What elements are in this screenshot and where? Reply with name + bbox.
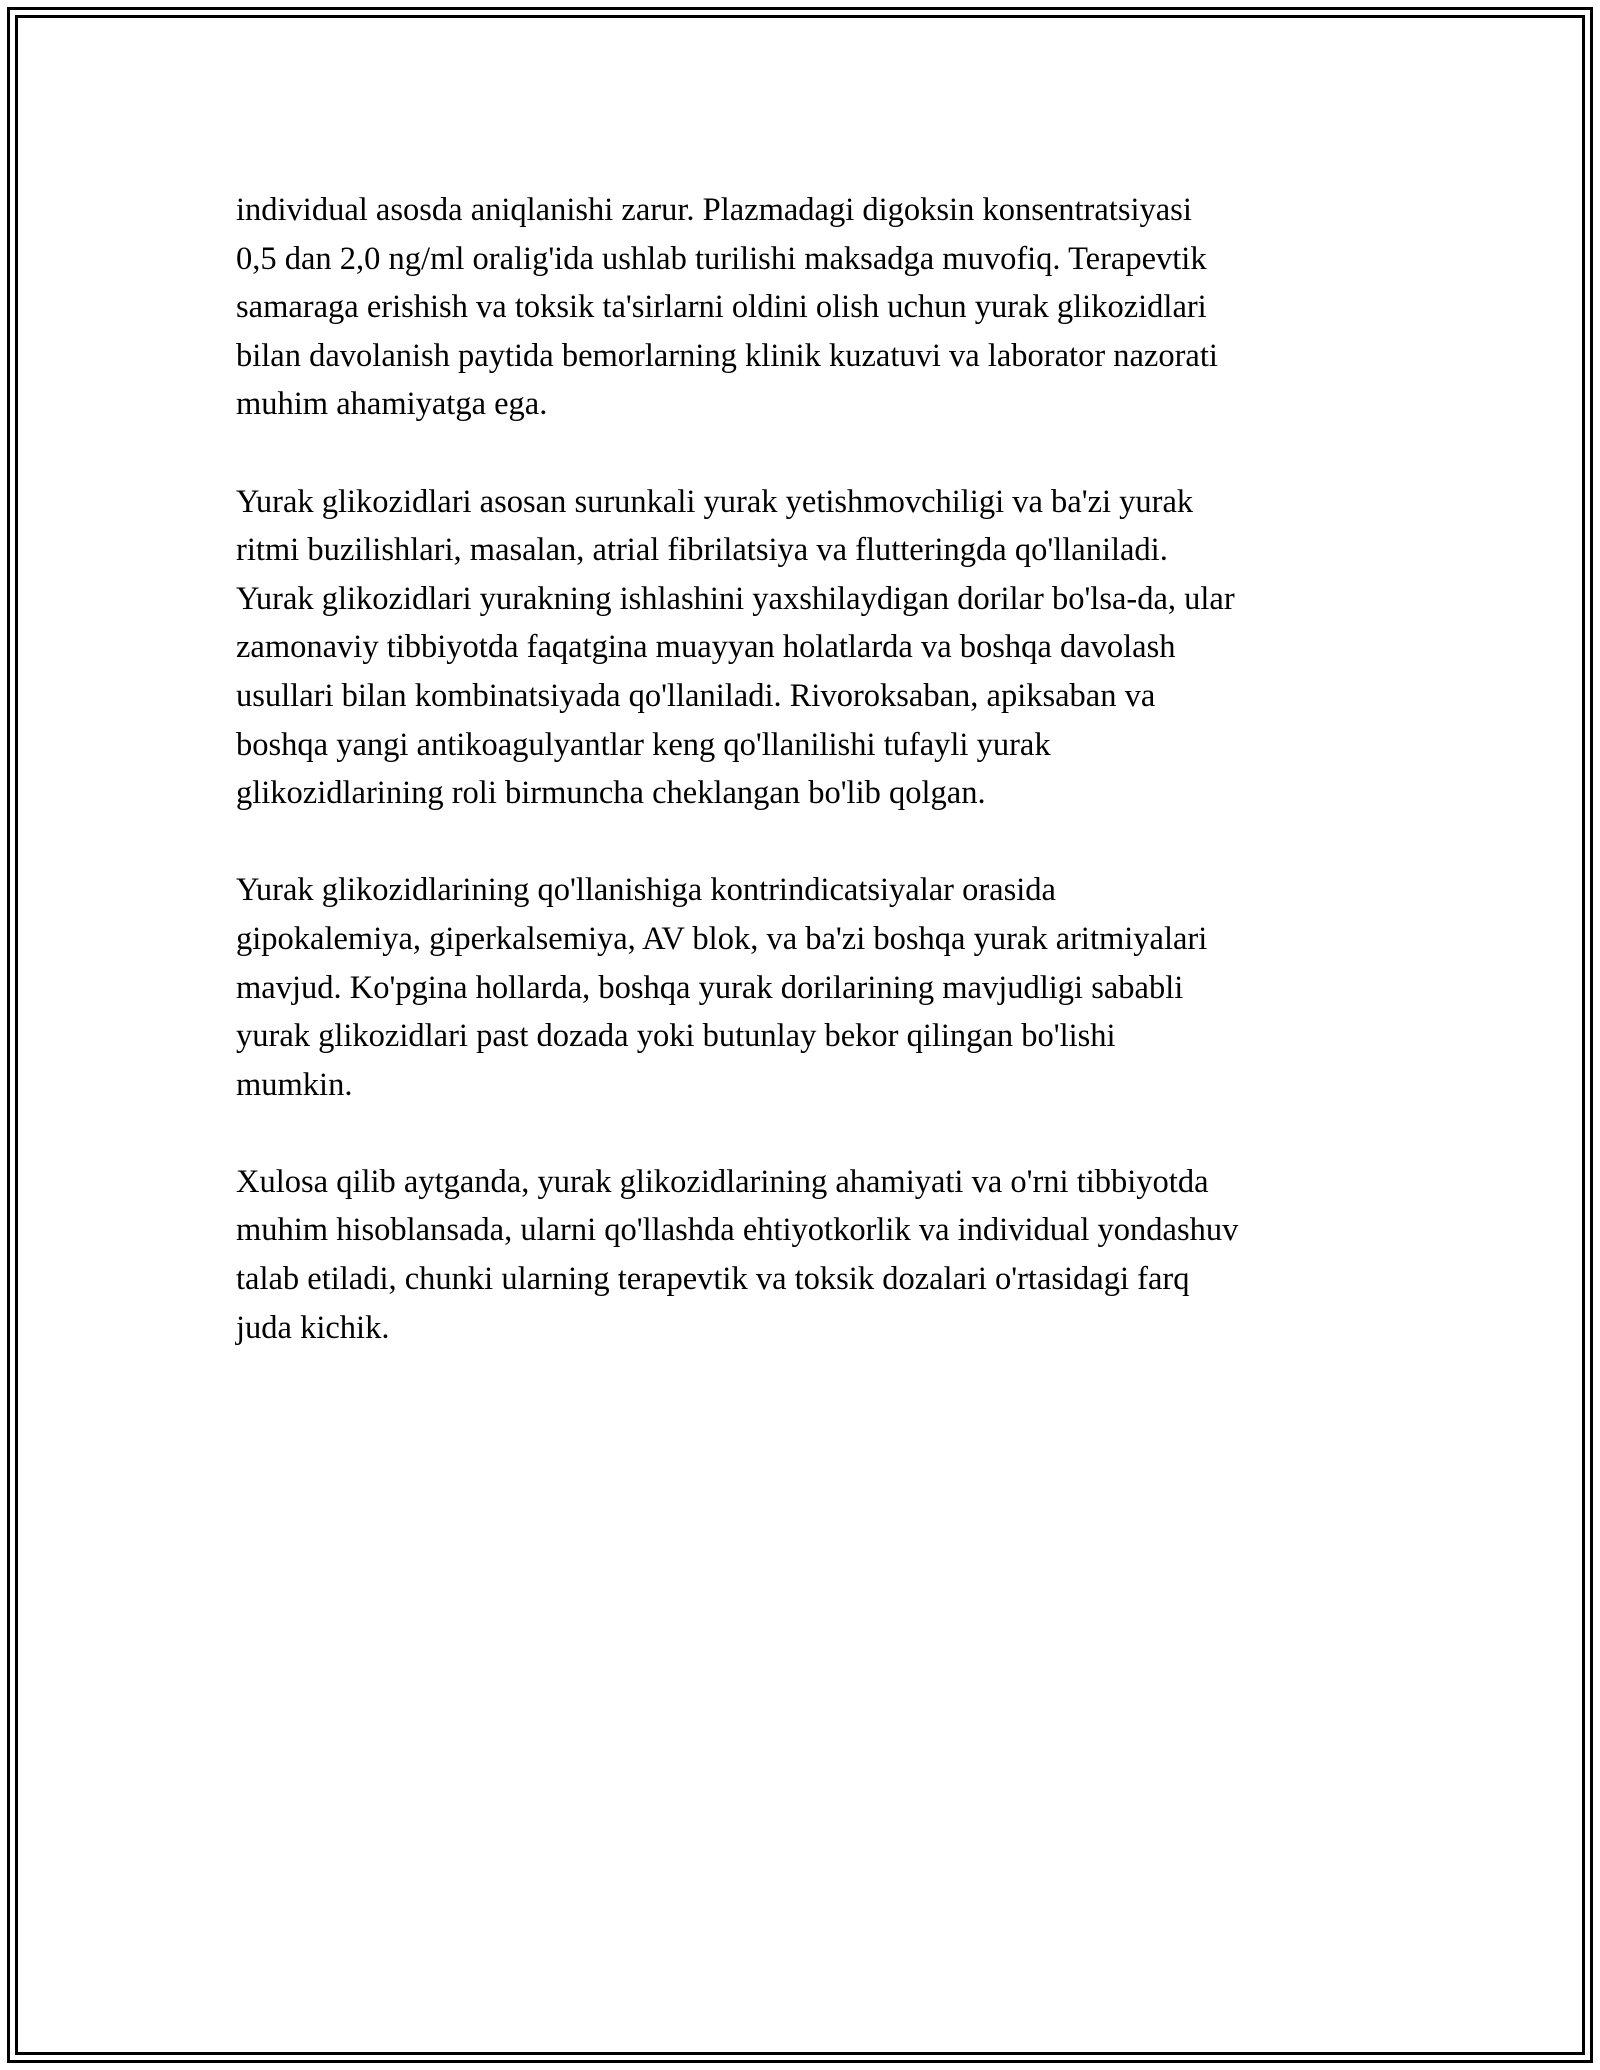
paragraph-dosage-monitoring: individual asosda aniqlanishi zarur. Plazmadagi digoksin konsentratsiyasi 0,5 dan 2,0 ng/ml oralig'ida ushlab turilishi maksadga muvofiq. Terapevtik samaraga erishish va toksik ta'sirlarni oldini olish uchun yurak glikozidlari bilan davolanish paytida bemorlarning klinik kuzatuvi va laborator nazorati muhim ahamiyatga ega.	[236, 192, 1218, 423]
paragraph-conclusion: Xulosa qilib aytganda, yurak glikozidlarining ahamiyati va o'rni tibbiyotda muhim hisoblansada, ularni qo'llashda ehtiyotkorlik va individual yondashuv talab etiladi, chunki ularning terapevtik va toksik dozalari o'rtasidagi farq juda kichik.	[236, 1163, 1239, 1346]
document-body	[236, 186, 1376, 1401]
paragraph-contraindications: Yurak glikozidlarining qo'llanishiga kontrindicatsiyalar orasida gipokalemiya, giperkalsemiya, AV blok, va ba'zi boshqa yurak aritmiyalari mavjud. Ko'pgina hollarda, boshqa yurak dorilarining mavjudligi sababli yurak glikozidlari past dozada yoki butunlay bekor qilingan bo'lishi mumkin.	[236, 872, 1208, 1103]
paragraph-indications: Yurak glikozidlari asosan surunkali yurak yetishmovchiligi va ba'zi yurak ritmi buzilishlari, masalan, atrial fibrilatsiya va flutteringda qo'llaniladi. Yurak glikozidlari yurakning ishlashini yaxshilaydigan dorilar bo'lsa-da, ular zamonaviy tibbiyotda faqatgina muayyan holatlarda va boshqa davolash usullari bilan kombinatsiyada qo'llaniladi. Rivoroksaban, apiksaban va boshqa yangi antikoagulyantlar keng qo'llanilishi tufayli yurak glikozidlarining roli birmuncha cheklangan bo'lib qolgan.	[236, 483, 1235, 812]
